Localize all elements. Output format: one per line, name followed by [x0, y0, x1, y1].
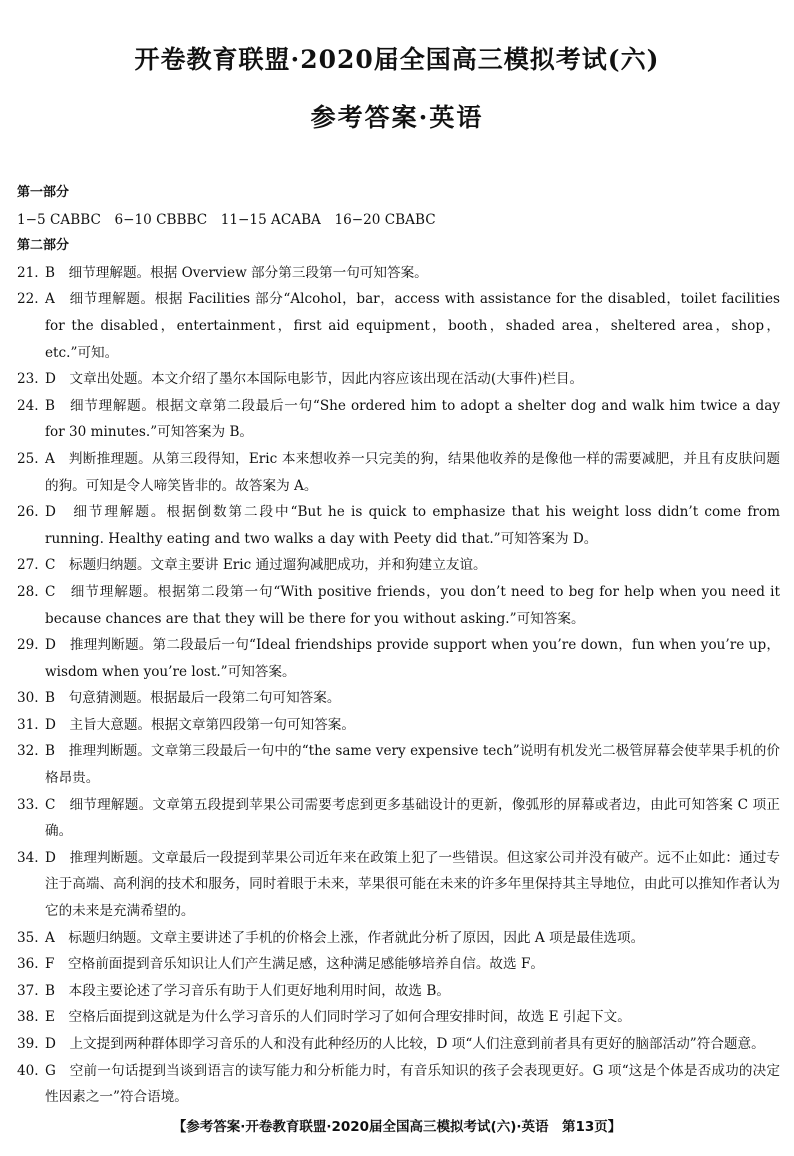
answer-item — [17, 925, 780, 952]
answer-number: 35. — [17, 929, 39, 946]
answer-item — [17, 792, 780, 845]
answer-item — [17, 552, 780, 579]
answer-number: 39. — [17, 1036, 39, 1052]
answer-item — [17, 1058, 780, 1111]
answer-item — [17, 951, 780, 978]
answer-item — [17, 499, 780, 552]
answer-list — [17, 260, 780, 1111]
answer-explanation: A 标题归纳题。文章主要讲述了手机的价格会上涨，作者就此分析了原因，因此 A 项是最佳选项。 — [45, 929, 645, 946]
answer-item — [17, 685, 780, 712]
answer-item — [17, 1004, 780, 1031]
part2-heading: 第二部分 — [17, 238, 70, 254]
answer-explanation: C 细节理解题。文章第五段提到苹果公司需要考虑到更多基础设计的更新，像弧形的屏幕或者边，由此可知答案 C 项正确。 — [45, 796, 780, 840]
answer-number: 40. — [17, 1062, 39, 1079]
answer-explanation: D 细节理解题。根据倒数第二段中“But he is quick to emphasize that his weight loss didn’t come from running. Healthy eating and two walks a day with Peety did that.”可知答案为 D。 — [45, 504, 780, 547]
answer-explanation: A 细节理解题。根据 Facilities 部分“Alcohol，bar，access with assistance for the disabled，toilet facilities for the disabled，entertainment，first aid equipment，booth，shaded area，sheltered area，shop，etc.”可知。 — [45, 291, 780, 361]
answer-explanation: A 判断推理题。从第三段得知，Eric 本来想收养一只完美的狗，结果他收养的是像他一样的需要减肥，并且有皮肤问题的狗。可知是令人啼笑皆非的。故答案为 A。 — [45, 450, 780, 494]
answer-number: 25. — [17, 450, 39, 467]
answer-item — [17, 712, 780, 739]
answer-item — [17, 260, 780, 287]
document-title: 开卷教育联盟·2020届全国高三模拟考试(六) — [134, 45, 660, 74]
answer-explanation: B 本段主要论述了学习音乐有助于人们更好地利用时间，故选 B。 — [45, 982, 450, 999]
part1-answers: 1−5 CABBC 6−10 CBBBC 11−15 ACABA 16−20 CBABC — [17, 211, 436, 228]
answer-explanation: D 上文提到两种群体即学习音乐的人和没有此种经历的人比较，D 项“人们注意到前者具有更好的脑部活动”符合题意。 — [45, 1036, 765, 1052]
answer-number: 31. — [17, 716, 39, 733]
answer-number: 24. — [17, 397, 39, 414]
page-footer: 【参考答案·开卷教育联盟·2020届全国高三模拟考试(六)·英语 第13页】 — [172, 1119, 622, 1135]
answer-item — [17, 366, 780, 393]
answer-item — [17, 632, 780, 685]
answer-explanation: C 标题归纳题。文章主要讲 Eric 通过遛狗减肥成功，并和狗建立友谊。 — [45, 557, 487, 574]
answer-number: 21. — [17, 264, 39, 281]
answer-number: 36. — [17, 956, 39, 973]
answer-number: 32. — [17, 743, 39, 760]
answer-explanation: E 空格后面提到这就是为什么学习音乐的人们同时学习了如何合理安排时间，故选 E 引起下文。 — [45, 1009, 631, 1026]
answer-explanation: F 空格前面提到音乐知识让人们产生满足感，这种满足感能够培养自信。故选 F。 — [45, 956, 544, 973]
part1-heading: 第一部分 — [17, 185, 70, 200]
answer-number: 26. — [17, 504, 39, 521]
answer-explanation: D 推理判断题。第二段最后一句“Ideal friendships provide support when you’re down，fun when you’re up，wisdom when you’re lost.”可知答案。 — [45, 637, 780, 680]
answer-number: 22. — [17, 291, 39, 308]
answer-explanation: B 推理判断题。文章第三段最后一句中的“the same very expensive tech”说明有机发光二极管屏幕会使苹果手机的价格昂贵。 — [45, 743, 780, 787]
answer-number: 27. — [17, 557, 39, 574]
document-subtitle: 参考答案·英语 — [310, 103, 484, 132]
answer-content — [17, 180, 780, 1111]
answer-explanation: D 文章出处题。本文介绍了墨尔本国际电影节，因此内容应该出现在活动(大事件)栏目。 — [45, 371, 584, 388]
answer-number: 29. — [17, 637, 39, 654]
answer-explanation: D 推理判断题。文章最后一段提到苹果公司近年来在政策上犯了一些错误。但这家公司并没有破产。远不止如此：通过专注于高端、高利润的技术和服务，同时着眼于未来，苹果很可能在未来的许多年里保持其主导地位，由此可以推知作者认为它的未来是充满希望的。 — [45, 849, 780, 920]
answer-item — [17, 579, 780, 632]
answer-number: 38. — [17, 1009, 39, 1026]
answer-number: 23. — [17, 371, 39, 388]
answer-number: 33. — [17, 796, 39, 813]
answer-item — [17, 738, 780, 791]
answer-explanation: B 细节理解题。根据 Overview 部分第三段第一句可知答案。 — [45, 264, 428, 281]
answer-item — [17, 286, 780, 366]
answer-item — [17, 978, 780, 1005]
answer-explanation: B 句意猜测题。根据最后一段第二句可知答案。 — [45, 690, 341, 707]
answer-number: 37. — [17, 982, 39, 999]
answer-explanation: B 细节理解题。根据文章第二段最后一句“She ordered him to adopt a shelter dog and walk him twice a day for 30 minutes.”可知答案为 B。 — [45, 397, 780, 441]
answer-item — [17, 393, 780, 446]
answer-explanation: C 细节理解题。根据第二段第一句“With positive friends，you don’t need to beg for help when you need it because chances are that they will be there for you without asking.”可知答案。 — [45, 583, 780, 627]
answer-number: 34. — [17, 849, 39, 866]
answer-explanation: G 空前一句话提到当谈到语言的读写能力和分析能力时，有音乐知识的孩子会表现更好。G 项“这是个体是否成功的决定性因素之一”符合语境。 — [45, 1062, 780, 1106]
answer-explanation: D 主旨大意题。根据文章第四段第一句可知答案。 — [45, 716, 355, 733]
answer-item — [17, 446, 780, 499]
answer-item — [17, 1031, 780, 1058]
answer-number: 28. — [17, 583, 39, 600]
answer-item — [17, 845, 780, 925]
answer-number: 30. — [17, 690, 39, 707]
